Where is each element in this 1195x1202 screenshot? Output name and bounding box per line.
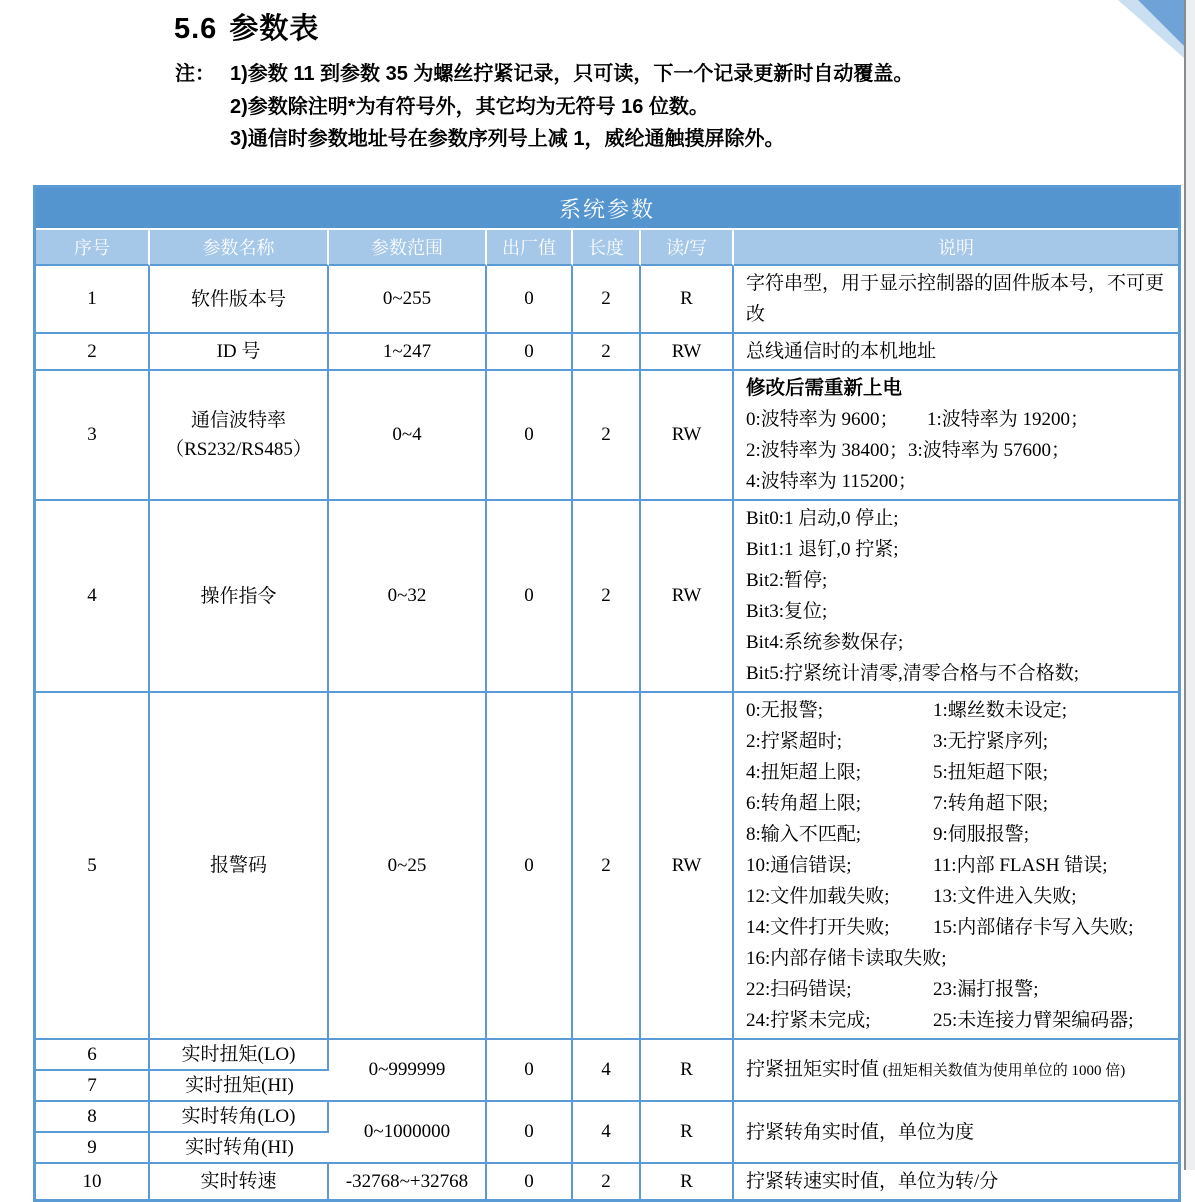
cell-range: 0~1000000 bbox=[329, 1102, 487, 1164]
cell-no: 10 bbox=[36, 1164, 150, 1199]
desc-line-left: 8:输入不匹配; bbox=[746, 824, 862, 845]
desc-text: 4:波特率为 115200； bbox=[746, 471, 917, 492]
parameter-name: 实时扭矩(HI) bbox=[185, 1075, 294, 1096]
cell-range: -32768~+32768 bbox=[329, 1164, 487, 1199]
cell-range: 0~32 bbox=[329, 501, 487, 693]
desc-line bbox=[746, 435, 1170, 466]
cell-no: 9 bbox=[36, 1133, 150, 1164]
desc-line-right: 25:未连接力臂架编码器; bbox=[933, 1010, 1134, 1031]
desc-line-left: 12:文件加载失败; bbox=[746, 886, 890, 907]
desc-line bbox=[746, 1166, 1170, 1197]
desc-line bbox=[746, 726, 1170, 757]
desc-line bbox=[746, 1005, 1170, 1036]
note-label: 注： bbox=[175, 63, 215, 85]
page-edge-line bbox=[1184, 0, 1186, 1170]
cell-name bbox=[150, 1164, 329, 1199]
parameters-table-head bbox=[36, 188, 1178, 266]
desc-text: 拧紧转角实时值，单位为度 bbox=[746, 1121, 975, 1143]
cell-desc bbox=[734, 266, 1178, 334]
cell-factory: 0 bbox=[487, 1102, 573, 1164]
table-row bbox=[36, 1040, 1178, 1071]
parameter-name: 实时转角(HI) bbox=[185, 1137, 294, 1158]
cell-desc bbox=[734, 501, 1178, 693]
desc-line bbox=[746, 336, 1170, 367]
note-text: 3)通信时参数地址号在参数序列号上减 1，威纶通触摸屏除外。 bbox=[230, 128, 785, 150]
desc-note: (扭矩相关数值为使用单位的 1000 倍) bbox=[879, 1062, 1126, 1079]
desc-line-right: 23:漏打报警; bbox=[933, 979, 1039, 1000]
table-row bbox=[36, 501, 1178, 693]
desc-text: Bit2:暂停; bbox=[746, 570, 828, 591]
desc-line-right: 3:无拧紧序列; bbox=[933, 731, 1049, 752]
desc-line-left: 14:文件打开失败; bbox=[746, 917, 890, 938]
cell-no: 7 bbox=[36, 1071, 150, 1102]
cell-desc bbox=[734, 1164, 1178, 1199]
desc-line bbox=[746, 503, 1170, 534]
cell-name bbox=[150, 334, 329, 371]
parameter-name: （RS232/RS485） bbox=[165, 439, 312, 460]
desc-text: 16:内部存储卡读取失败; bbox=[746, 948, 947, 969]
table-row bbox=[36, 1164, 1178, 1199]
cell-length: 2 bbox=[573, 1164, 641, 1199]
parameter-name: 实时扭矩(LO) bbox=[181, 1044, 296, 1065]
cell-name bbox=[150, 1102, 329, 1133]
desc-text: Bit5:拧紧统计清零,清零合格与不合格数; bbox=[746, 663, 1080, 684]
cell-length: 2 bbox=[573, 334, 641, 371]
desc-line bbox=[746, 1117, 1170, 1148]
cell-length: 4 bbox=[573, 1102, 641, 1164]
col-header-default: 出厂值 bbox=[487, 230, 573, 266]
cell-no: 5 bbox=[36, 693, 150, 1040]
desc-line bbox=[746, 1054, 1170, 1087]
desc-text: 2:波特率为 38400；3:波特率为 57600； bbox=[746, 440, 1071, 461]
cell-rw: R bbox=[641, 1102, 734, 1164]
cell-desc bbox=[734, 334, 1178, 371]
cell-no: 1 bbox=[36, 266, 150, 334]
note-line bbox=[175, 58, 913, 91]
desc-line bbox=[746, 404, 1170, 435]
cell-rw: R bbox=[641, 1164, 734, 1199]
cell-no: 8 bbox=[36, 1102, 150, 1133]
desc-line-right: 5:扭矩超下限; bbox=[933, 762, 1049, 783]
table-row bbox=[36, 1102, 1178, 1133]
cell-rw: R bbox=[641, 1040, 734, 1102]
section-number: 5.6 bbox=[174, 13, 218, 45]
note-text: 1)参数 11 到参数 35 为螺丝拧紧记录，只可读，下一个记录更新时自动覆盖。 bbox=[230, 63, 914, 85]
desc-line bbox=[746, 466, 1170, 497]
table-row bbox=[36, 693, 1178, 1040]
parameter-name: 实时转角(LO) bbox=[181, 1106, 296, 1127]
cell-length: 2 bbox=[573, 266, 641, 334]
column-header-row bbox=[36, 230, 1178, 266]
cell-rw: RW bbox=[641, 371, 734, 501]
desc-line-right: 15:内部储存卡写入失败; bbox=[933, 917, 1134, 938]
parameter-name: 报警码 bbox=[209, 855, 267, 876]
desc-line-right: 9:伺服报警; bbox=[933, 824, 1030, 845]
cell-range: 0~999999 bbox=[329, 1040, 487, 1102]
desc-text: 0:波特率为 9600； 1:波特率为 19200； bbox=[746, 409, 1090, 430]
cell-factory: 0 bbox=[487, 693, 573, 1040]
col-header-rw: 读/写 bbox=[641, 230, 734, 266]
cell-name bbox=[150, 1133, 329, 1164]
cell-range: 0~255 bbox=[329, 266, 487, 334]
cell-rw: RW bbox=[641, 334, 734, 371]
cell-factory: 0 bbox=[487, 371, 573, 501]
table-title: 系统参数 bbox=[36, 188, 1178, 230]
cell-factory: 0 bbox=[487, 1040, 573, 1102]
col-header-range: 参数范围 bbox=[329, 230, 487, 266]
note-text: 2)参数除注明*为有符号外，其它均为无符号 16 位数。 bbox=[230, 95, 709, 118]
cell-desc bbox=[734, 371, 1178, 501]
parameter-name: 操作指令 bbox=[200, 585, 277, 607]
desc-line-right: 1:螺丝数未设定; bbox=[933, 700, 1068, 721]
cell-name bbox=[150, 266, 329, 334]
desc-line bbox=[746, 974, 1170, 1005]
col-header-length: 长度 bbox=[573, 230, 641, 266]
table-row bbox=[36, 266, 1178, 334]
cell-factory: 0 bbox=[487, 1164, 573, 1199]
cell-no: 2 bbox=[36, 334, 150, 371]
cell-name bbox=[150, 1071, 329, 1102]
page-gutter bbox=[1186, 0, 1195, 1170]
desc-line bbox=[746, 627, 1170, 658]
parameter-name: 通信波特率 bbox=[190, 410, 286, 431]
section-title bbox=[174, 6, 319, 47]
desc-text: 拧紧扭矩实时值 bbox=[746, 1058, 880, 1080]
desc-line bbox=[746, 850, 1170, 881]
cell-rw: RW bbox=[641, 693, 734, 1040]
cell-range: 0~25 bbox=[329, 693, 487, 1040]
desc-line bbox=[746, 268, 1170, 330]
desc-line-right: 11:内部 FLASH 错误; bbox=[933, 855, 1108, 876]
cell-no: 4 bbox=[36, 501, 150, 693]
note-line bbox=[175, 91, 913, 124]
desc-line bbox=[746, 881, 1170, 912]
col-header-index: 序号 bbox=[36, 230, 150, 266]
table-row bbox=[36, 334, 1178, 371]
desc-text: Bit4:系统参数保存; bbox=[746, 632, 904, 653]
col-header-description: 说明 bbox=[734, 230, 1178, 266]
cell-factory: 0 bbox=[487, 266, 573, 334]
desc-line-left: 6:转角超上限; bbox=[746, 793, 862, 814]
desc-line-left: 10:通信错误; bbox=[746, 855, 852, 876]
parameter-name: ID 号 bbox=[216, 341, 261, 362]
cell-name bbox=[150, 693, 329, 1040]
parameter-name: 实时转速 bbox=[200, 1171, 277, 1192]
cell-desc bbox=[734, 693, 1178, 1040]
desc-line bbox=[746, 912, 1170, 943]
desc-text: 修改后需重新上电 bbox=[746, 377, 903, 399]
desc-line bbox=[746, 373, 1170, 404]
note-line bbox=[175, 123, 913, 156]
section-title-text: 参数表 bbox=[229, 13, 320, 45]
cell-name bbox=[150, 371, 329, 501]
cell-no: 6 bbox=[36, 1040, 150, 1071]
desc-text: Bit1:1 退钉,0 拧紧; bbox=[746, 539, 899, 560]
cell-length: 2 bbox=[573, 371, 641, 501]
desc-line-left: 22:扫码错误; bbox=[746, 979, 852, 1000]
table-title-row bbox=[36, 188, 1178, 230]
corner-decoration-icon bbox=[1104, 0, 1184, 62]
cell-rw: R bbox=[641, 266, 734, 334]
table-row bbox=[36, 371, 1178, 501]
desc-line bbox=[746, 788, 1170, 819]
desc-line bbox=[746, 943, 1170, 974]
cell-range: 1~247 bbox=[329, 334, 487, 371]
cell-factory: 0 bbox=[487, 501, 573, 693]
desc-text: 字符串型，用于显示控制器的固件版本号，不可更改 bbox=[746, 273, 1165, 325]
cell-length: 2 bbox=[573, 501, 641, 693]
desc-line-left: 2:拧紧超时; bbox=[746, 731, 843, 752]
cell-range: 0~4 bbox=[329, 371, 487, 501]
desc-line-left: 0:无报警; bbox=[746, 700, 824, 721]
desc-line-right: 13:文件进入失败; bbox=[933, 886, 1077, 907]
cell-desc bbox=[734, 1102, 1178, 1164]
desc-line bbox=[746, 658, 1170, 689]
desc-text: Bit3:复位; bbox=[746, 601, 828, 622]
notes-block bbox=[175, 58, 913, 156]
desc-line bbox=[746, 534, 1170, 565]
cell-no: 3 bbox=[36, 371, 150, 501]
desc-line bbox=[746, 757, 1170, 788]
desc-line-right: 7:转角超下限; bbox=[933, 793, 1049, 814]
desc-line bbox=[746, 819, 1170, 850]
cell-rw: RW bbox=[641, 501, 734, 693]
cell-desc bbox=[734, 1040, 1178, 1102]
desc-text: 拧紧转速实时值，单位为转/分 bbox=[746, 1171, 999, 1192]
parameters-table-body bbox=[36, 266, 1178, 1199]
cell-name bbox=[150, 501, 329, 693]
desc-text: Bit0:1 启动,0 停止; bbox=[746, 508, 899, 529]
cell-factory: 0 bbox=[487, 334, 573, 371]
parameter-name: 软件版本号 bbox=[190, 288, 286, 310]
cell-length: 4 bbox=[573, 1040, 641, 1102]
col-header-name: 参数名称 bbox=[150, 230, 329, 266]
parameters-table bbox=[33, 185, 1181, 1202]
cell-name bbox=[150, 1040, 329, 1071]
cell-length: 2 bbox=[573, 693, 641, 1040]
desc-line bbox=[746, 596, 1170, 627]
desc-line-left: 4:扭矩超上限; bbox=[746, 762, 862, 783]
desc-line-left: 24:拧紧未完成; bbox=[746, 1010, 871, 1031]
desc-text: 总线通信时的本机地址 bbox=[746, 341, 937, 362]
desc-line bbox=[746, 565, 1170, 596]
desc-line bbox=[746, 695, 1170, 726]
